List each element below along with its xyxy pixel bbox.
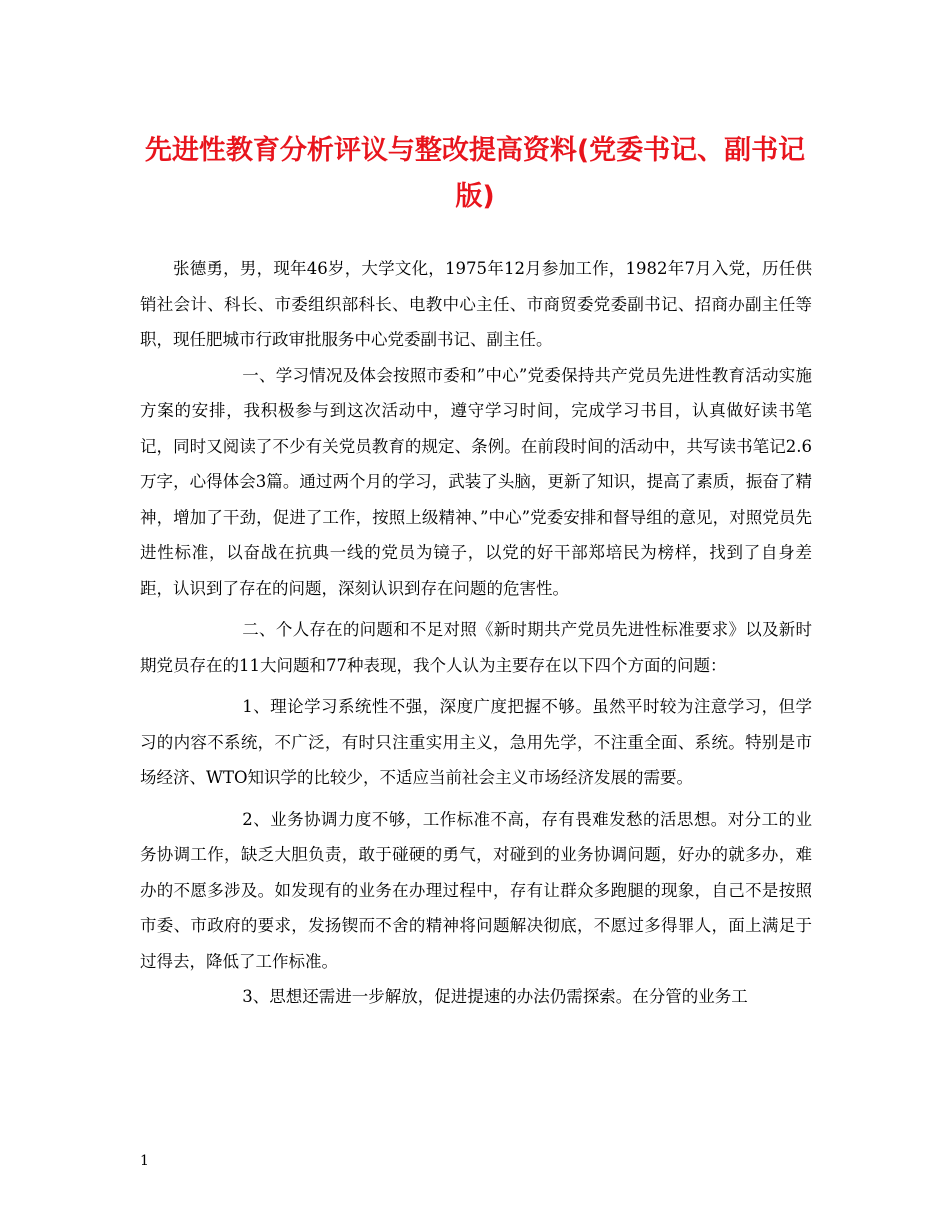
paragraph-item-1: 1、理论学习系统性不强，深度广度把握不够。虽然平时较为注意学习，但学习的内容不系统，不广泛，有时只注重实用主义，急用先学，不注重全面、系统。特别是市场经济、WTO知识学的比较少，不适应当前社会主义市场经济发展的需要。 [140,697,812,787]
paragraph-item-2: 2、业务协调力度不够，工作标准不高，存有畏难发愁的活思想。对分工的业务协调工作，缺乏大胆负责，敢于碰硬的勇气，对碰到的业务协调问题，好办的就多办，难办的不愿多涉及。如发现有的业务在办理过程中，存有让群众多跑腿的现象，自己不是按照市委、市政府的要求，发扬锲而不舍的精神将问题解决彻底，不愿过多得罪人，面上满足于过得去，降低了工作标准。 [140,809,812,971]
document-body [140,251,812,1015]
page-number: 1 [140,1153,149,1169]
document-title: 先进性教育分析评议与整改提高资料(党委书记、副书记版) [144,135,806,212]
paragraph-problems: 二、个人存在的问题和不足对照《新时期共产党员先进性标准要求》以及新时期党员存在的11大问题和77种表现，我个人认为主要存在以下四个方面的问题： [140,620,812,675]
paragraph-study: 一、学习情况及体会按照市委和”中心”党委保持共产党员先进性教育活动实施方案的安排，我积极参与到这次活动中，遵守学习时间，完成学习书目，认真做好读书笔记，同时又阅读了不少有关党员教育的规定、条例。在前段时间的活动中，共写读书笔记2.6万字，心得体会3篇。通过两个月的学习，武装了头脑，更新了知识，提高了素质，振奋了精神，增加了干劲，促进了工作，按照上级精神、”中心”党委安排和督导组的意见，对照党员先进性标准，以奋战在抗典一线的党员为镜子，以党的好干部郑培民为榜样，找到了自身差距，认识到了存在的问题，深刻认识到存在问题的危害性。 [140,365,812,598]
paragraph-bio: 张德勇，男，现年46岁，大学文化，1975年12月参加工作，1982年7月入党，历任供销社会计、科长、市委组织部科长、电教中心主任、市商贸委党委副书记、招商办副主任等职，现任肥城市行政审批服务中心党委副书记、副主任。 [140,259,812,349]
paragraph-item-3: 3、思想还需进一步解放，促进提速的办法仍需探索。在分管的业务工 [242,987,748,1006]
